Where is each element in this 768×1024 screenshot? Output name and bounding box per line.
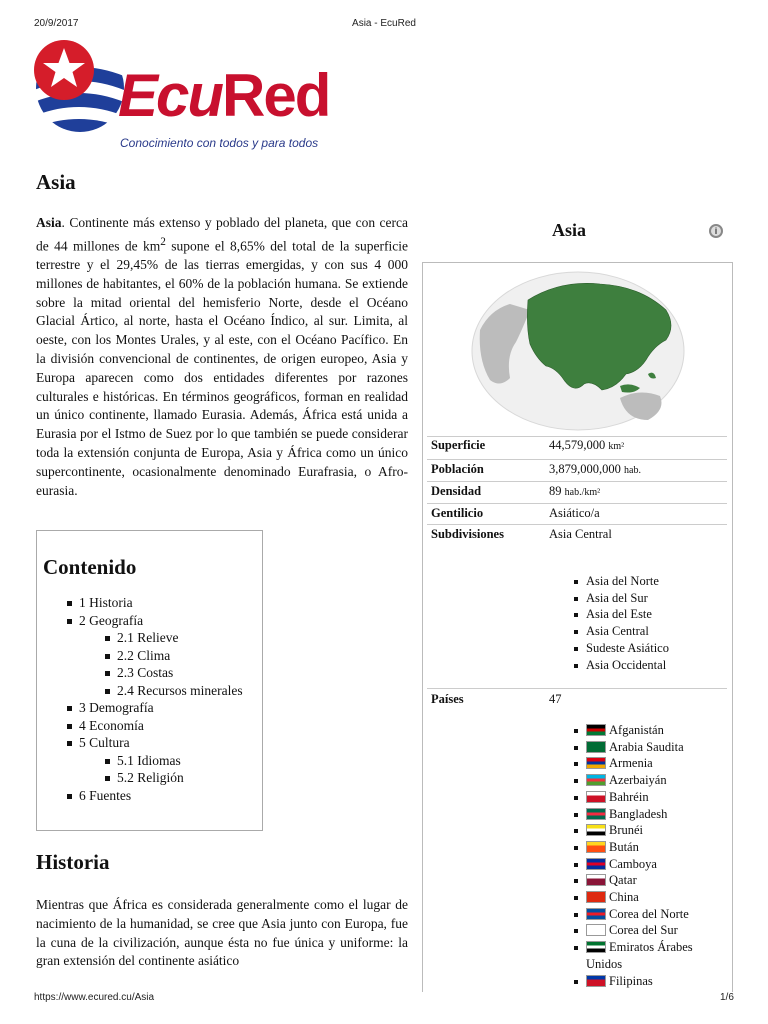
toc-item[interactable]: 1 Historia: [43, 594, 262, 612]
toc-item[interactable]: 3 Demografía: [43, 699, 262, 717]
country-name: Filipinas: [609, 973, 653, 988]
country-name: Bahréin: [609, 789, 649, 804]
toc-item[interactable]: 2.2 Clima: [43, 647, 262, 665]
table-of-contents: [36, 530, 263, 831]
subdivision-link[interactable]: Asia Central: [574, 623, 669, 640]
print-title: Asia - EcuRed: [352, 18, 416, 29]
subdivision-link[interactable]: Asia del Norte: [574, 573, 669, 590]
page-title: Asia: [36, 170, 76, 194]
subdivisiones-list: [574, 573, 669, 673]
country-name: Armenia: [609, 756, 653, 771]
historia-paragraph: Mientras que África es considerada generalmente como el lugar de nacimiento de la humanidad, se cree que Asia junto con Europa, fue la cuna de la civilización, aunque ésta no fue única y uniforme: la gran extensión del continente asiático: [36, 897, 408, 969]
infobox-title: Asia: [552, 220, 587, 240]
subdivision-link[interactable]: Sudeste Asiático: [574, 640, 669, 657]
country-flag-icon: [586, 824, 606, 836]
subdivision-link[interactable]: Asia del Este: [574, 606, 669, 623]
print-page-number: 1/6: [720, 992, 734, 1003]
asia-globe-map: [470, 270, 686, 432]
country-name: Brunéi: [609, 823, 644, 838]
country-flag-icon: [586, 975, 606, 987]
toc-item[interactable]: 5.2 Religión: [43, 769, 262, 787]
toc-item[interactable]: 4 Economía: [43, 717, 262, 735]
intro-bold-term: Asia: [36, 215, 62, 230]
country-name: Afganistán: [609, 723, 664, 737]
country-link[interactable]: [574, 755, 724, 772]
country-link[interactable]: [574, 922, 724, 939]
country-flag-icon: [586, 724, 606, 736]
intro-paragraph: Asia. Continente más extenso y poblado del planeta, que con cerca de 44 millones de $km^2$ supone el 8,65% del total de la superficie terrestre y el 29,45% de las tierras emergidas, y con sus 4 000 millones de habitantes, el 60% de la población humana. Se extiende sobre la mitad oriental del hemisferio Norte, desde el Océano Glacial Ártico, al norte, hasta el Océano Índico, al sur. Limita, al oeste, con los Montes Urales, y al este, con el Océano Pacífico. En la división convencional de continentes, de origen europeo, Asia y Europa aparecen como dos entidades diferentes por razones culturales e históricas. En términos geográficos, forman en realidad un único continente, llamado Eurasia. Además, África está unida a Eurasia por el Istmo de Suez por lo que también se puede considerar toda la extensión conjunta de Europa, Asia y África como un único supercontinente, ocasionalmente denominado Eurafrasia, o Afro-eurasia.: [36, 215, 408, 498]
country-flag-icon: [586, 774, 606, 786]
country-name: Azerbaiyán: [609, 773, 667, 788]
toc-item[interactable]: 2.1 Relieve: [43, 629, 262, 647]
country-link[interactable]: [574, 772, 724, 789]
country-name: Corea del Norte: [609, 906, 689, 921]
country-name: Bangladesh: [609, 806, 668, 821]
country-flag-icon: [586, 858, 606, 870]
country-flag-icon: [586, 841, 606, 853]
country-link[interactable]: [574, 856, 724, 873]
section-title-historia: Historia: [36, 850, 110, 874]
country-name: Arabia Saudita: [609, 739, 684, 754]
country-flag-icon: [586, 791, 606, 803]
toc-item[interactable]: 2.4 Recursos minerales: [43, 682, 262, 700]
subdivision-link[interactable]: Asia del Sur: [574, 590, 669, 607]
country-link[interactable]: [574, 889, 724, 906]
country-flag-icon: [586, 908, 606, 920]
toc-title: Contenido: [43, 555, 137, 579]
country-flag-icon: [586, 741, 606, 753]
ecured-logo[interactable]: [34, 36, 334, 156]
cuban-flag-globe-icon: [34, 36, 124, 146]
country-link[interactable]: [574, 822, 724, 839]
country-name: Emiratos Árabes Unidos: [586, 940, 693, 971]
country-name: Bután: [609, 839, 639, 854]
country-name: China: [609, 890, 639, 905]
country-flag-icon: [586, 874, 606, 886]
country-name: Camboya: [609, 856, 657, 871]
country-link[interactable]: [574, 939, 724, 972]
subdivision-link[interactable]: Asia Occidental: [574, 657, 669, 674]
toc-list: [43, 594, 262, 804]
country-flag-icon: [586, 924, 606, 936]
infobox-separator: [427, 459, 727, 460]
country-link[interactable]: [574, 722, 724, 739]
infobox-separator: [427, 688, 727, 689]
print-url: https://www.ecured.cu/Asia: [34, 992, 155, 1003]
country-flag-icon: [586, 808, 606, 820]
country-name: Corea del Sur: [609, 923, 678, 938]
country-name: Qatar: [609, 873, 637, 888]
country-flag-icon: [586, 891, 606, 903]
toc-item[interactable]: 2 Geografía: [43, 612, 262, 630]
paises-list: [574, 722, 724, 989]
toc-item[interactable]: 5 Cultura: [43, 734, 262, 752]
logo-wordmark: EcuRed: [118, 62, 330, 129]
country-flag-icon: [586, 941, 606, 953]
country-link[interactable]: [574, 739, 724, 756]
infobox-separator: [427, 436, 727, 437]
infobox-separator: [427, 503, 727, 504]
logo-tagline: Conocimiento con todos y para todos: [120, 136, 319, 150]
toc-item[interactable]: 2.3 Costas: [43, 664, 262, 682]
info-icon[interactable]: i: [709, 224, 723, 238]
toc-item[interactable]: 6 Fuentes: [43, 787, 262, 805]
print-date: 20/9/2017: [34, 18, 79, 29]
country-link[interactable]: [574, 789, 724, 806]
country-link[interactable]: [574, 906, 724, 923]
country-link[interactable]: [574, 839, 724, 856]
country-link[interactable]: [574, 806, 724, 823]
infobox-separator: [427, 481, 727, 482]
infobox-separator: [427, 524, 727, 525]
country-link[interactable]: [574, 872, 724, 889]
toc-item[interactable]: 5.1 Idiomas: [43, 752, 262, 770]
country-flag-icon: [586, 757, 606, 769]
country-link[interactable]: [574, 973, 724, 990]
